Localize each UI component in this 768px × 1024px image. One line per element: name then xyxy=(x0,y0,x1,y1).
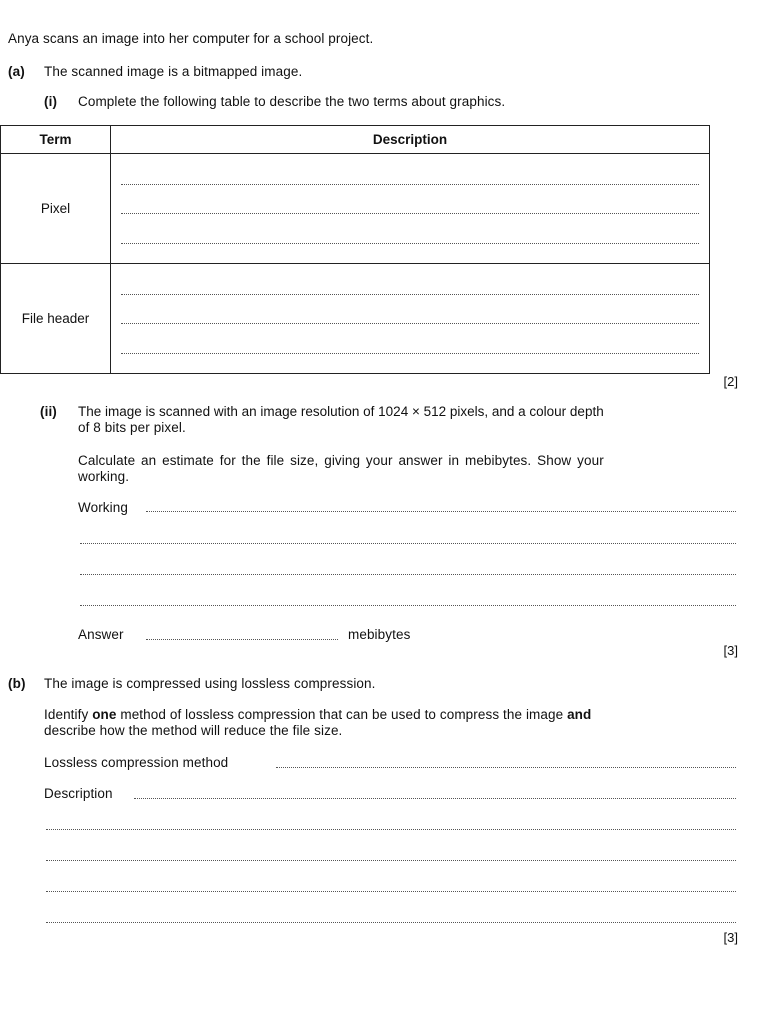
method-label: Lossless compression method xyxy=(44,755,229,770)
working-line[interactable] xyxy=(80,605,736,606)
part-a-text: The scanned image is a bitmapped image. xyxy=(44,64,303,79)
description-label: Description xyxy=(44,786,113,801)
part-a-i-label: (i) xyxy=(44,94,58,109)
table-header-term: Term xyxy=(1,126,111,154)
description-line[interactable] xyxy=(134,798,736,799)
part-b-marks: [3] xyxy=(723,930,738,945)
description-line[interactable] xyxy=(46,922,736,923)
table-header-row xyxy=(1,126,710,154)
instruction-text: method of lossless compression that can be used to compress the image xyxy=(116,707,568,722)
table-header-description: Description xyxy=(111,126,710,154)
part-a-ii-instruction-line1: Calculate an estimate for the file size, giving your answer in mebibytes. Show your xyxy=(78,453,604,468)
description-file-header-field[interactable] xyxy=(111,264,710,374)
table-row xyxy=(1,264,710,374)
part-b-instruction-line2: describe how the method will reduce the file size. xyxy=(44,723,343,738)
part-b-label: (b) xyxy=(8,676,26,691)
working-line[interactable] xyxy=(80,543,736,544)
part-b-instruction-line1 xyxy=(44,707,738,722)
part-b-text: The image is compressed using lossless compression. xyxy=(44,676,376,691)
part-a-label: (a) xyxy=(8,64,25,79)
working-line[interactable] xyxy=(146,511,736,512)
instruction-text: Identify xyxy=(44,707,93,722)
description-pixel-field[interactable] xyxy=(111,154,710,264)
instruction-emphasis-one: one xyxy=(92,707,117,722)
part-a-ii-instruction-line2: working. xyxy=(78,469,130,484)
table-row xyxy=(1,154,710,264)
part-a-ii-label: (ii) xyxy=(40,404,57,419)
term-file-header: File header xyxy=(1,264,111,374)
part-a-i-text: Complete the following table to describe the two terms about graphics. xyxy=(78,94,506,109)
answer-label: Answer xyxy=(78,627,124,642)
description-line[interactable] xyxy=(46,891,736,892)
description-line[interactable] xyxy=(46,860,736,861)
description-line[interactable] xyxy=(46,829,736,830)
part-a-ii-text-line1: The image is scanned with an image resolution of 1024 × 512 pixels, and a colour depth xyxy=(78,404,604,419)
answer-unit: mebibytes xyxy=(348,627,411,642)
instruction-emphasis-and: and xyxy=(567,707,592,722)
intro-text: Anya scans an image into her computer for a school project. xyxy=(8,31,374,46)
working-line[interactable] xyxy=(80,574,736,575)
part-a-i-marks: [2] xyxy=(723,374,738,389)
terms-table xyxy=(0,125,710,374)
part-a-ii-marks: [3] xyxy=(723,643,738,658)
method-answer-line[interactable] xyxy=(276,767,736,768)
part-a-ii-text-line2: of 8 bits per pixel. xyxy=(78,420,186,435)
answer-line[interactable] xyxy=(146,639,338,640)
term-pixel: Pixel xyxy=(1,154,111,264)
working-label: Working xyxy=(78,500,128,515)
